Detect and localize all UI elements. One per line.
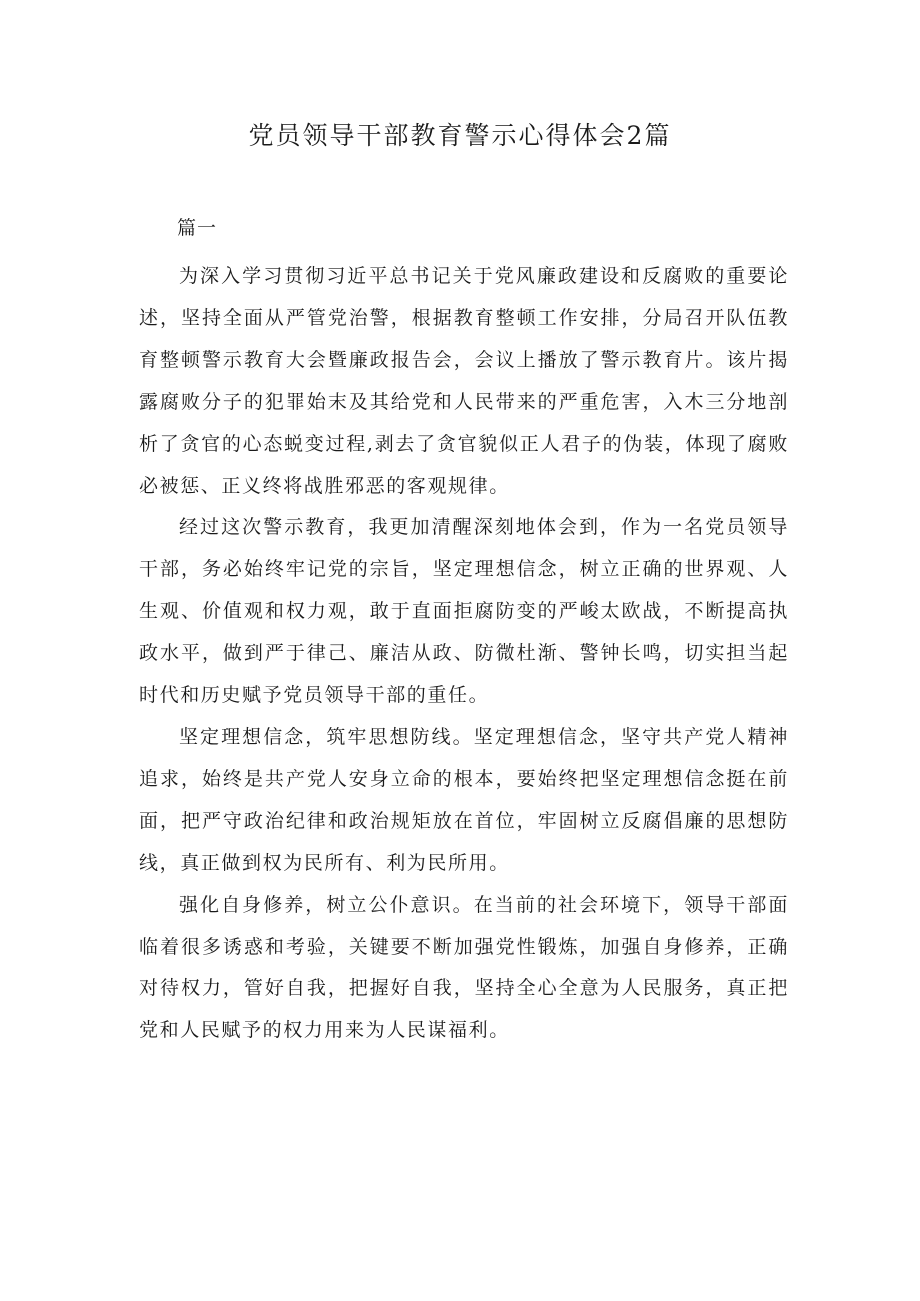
paragraph-2: 经过这次警示教育，我更加清醒深刻地体会到，作为一名党员领导干部，务必始终牢记党的宗旨，坚定理想信念，树立正确的世界观、人生观、价值观和权力观，敢于直面拒腐防变的严峻太欧战，不断提高执政水平，做到严于律己、廉洁从政、防微杜渐、警钟长鸣，切实担当起时代和历史赋予党员领导干部的重任。 xyxy=(139,516,789,707)
section-heading: 篇一 xyxy=(177,217,218,239)
document-body xyxy=(139,256,789,1052)
paragraph-1: 为深入学习贯彻习近平总书记关于党风廉政建设和反腐败的重要论述，坚持全面从严管党治警，根据教育整顿工作安排，分局召开队伍教育整顿警示教育大会暨廉政报告会，会议上播放了警示教育片。该片揭露腐败分子的犯罪始末及其给党和人民带来的严重危害，入木三分地剖析了贪官的心态蜕变过程,剥去了贪官貌似正人君子的伪装，体现了腐败必被惩、正义终将战胜邪恶的客观规律。 xyxy=(139,265,789,497)
paragraph-4: 强化自身修养，树立公仆意识。在当前的社会环境下，领导干部面临着很多诱惑和考验，关键要不断加强党性锻炼，加强自身修养，正确对待权力，管好自我，把握好自我，坚持全心全意为人民服务，真正把党和人民赋予的权力用来为人民谋福利。 xyxy=(139,893,789,1042)
paragraph-3: 坚定理想信念，筑牢思想防线。坚定理想信念，坚守共产党人精神追求，始终是共产党人安身立命的根本，要始终把坚定理想信念挺在前面，把严守政治纪律和政治规矩放在首位，牢固树立反腐倡廉的思想防线，真正做到权为民所有、利为民所用。 xyxy=(139,725,789,874)
document-title: 党员领导干部教育警示心得体会2篇 xyxy=(248,121,672,150)
